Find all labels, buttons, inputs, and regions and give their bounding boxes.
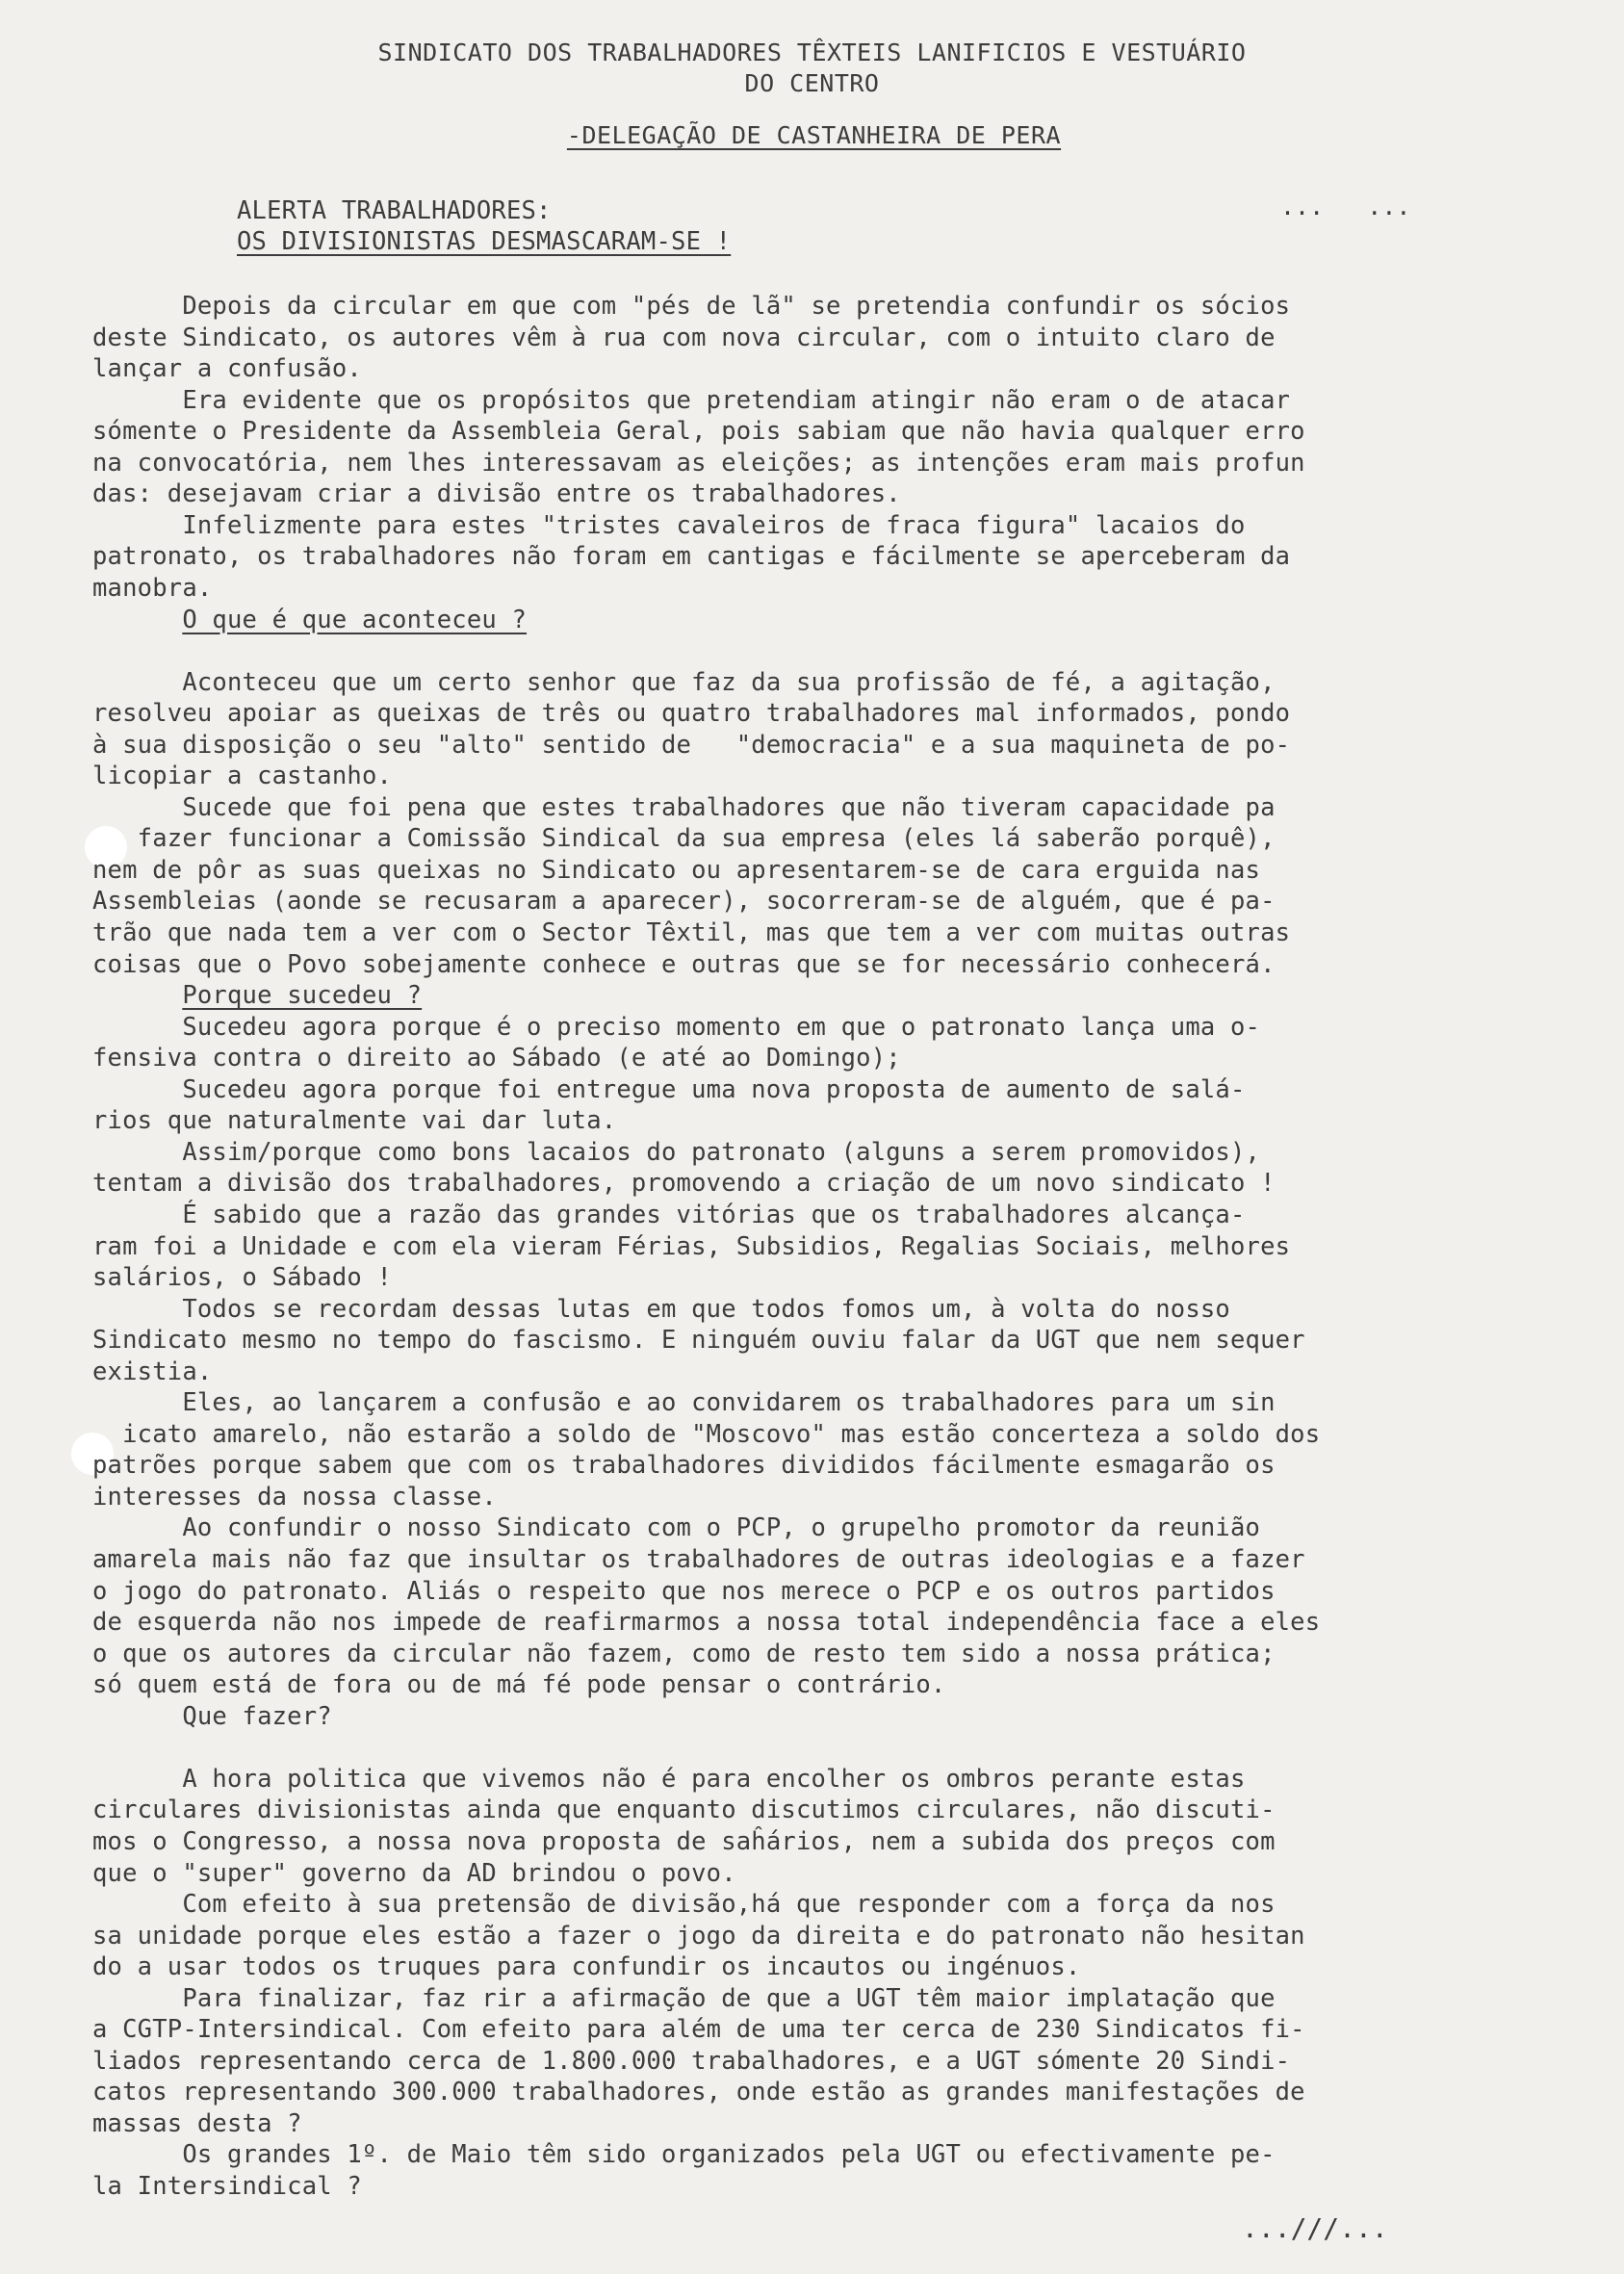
body-line: que o "super" governo da AD brindou o povo. (92, 1858, 736, 1888)
body-line: tentam a divisão dos trabalhadores, promovendo a criação de um novo sindicato ! (92, 1169, 1276, 1199)
body-line: A hora politica que vivemos não é para encolher os ombros perante estas (92, 1764, 1246, 1794)
body-line: Com efeito à sua pretensão de divisão,há que responder com a força da nos (92, 1890, 1276, 1919)
body-line: a CGTP-Intersindical. Com efeito para além de uma ter cerca de 230 Sindicatos fi- (92, 2015, 1305, 2045)
body-line: Assembleias (aonde se recusaram a aparecer), socorreram-se de alguém, que é pa- (92, 887, 1276, 917)
line-indent (92, 981, 182, 1010)
body-line: lançar a confusão. (92, 354, 362, 384)
body-line: Que fazer? (92, 1701, 332, 1731)
body-line: interesses da nossa classe. (92, 1482, 497, 1512)
body-line: la Intersindical ? (92, 2172, 362, 2201)
body-line: fensiva contra o direito ao Sábado (e até ao Domingo); (92, 1044, 901, 1073)
union-region: DO CENTRO (744, 69, 880, 97)
body-line: ram foi a Unidade e com ela vieram Férias, Subsidios, Regalias Sociais, melhores (92, 1231, 1291, 1261)
body-line: existia. (92, 1357, 213, 1386)
line-indent (92, 606, 182, 634)
body-line: liados representando cerca de 1.800.000 trabalhadores, e a UGT sómente 20 Sindi- (92, 2046, 1291, 2076)
section-heading: O que é que aconteceu ? (182, 605, 528, 634)
body-line: fazer funcionar a Comissão Sindical da sua empresa (eles lá saberão porquê), (92, 824, 1276, 854)
body-line: Depois da circular em que com "pés de lã" se pretendia confundir os sócios (92, 292, 1291, 321)
body-line: só quem está de fora ou de má fé pode pensar o contrário. (92, 1670, 946, 1700)
corner-dots: ... ... (1280, 193, 1411, 220)
body-line: salários, o Sábado ! (92, 1263, 393, 1292)
body-line: patronato, os trabalhadores não foram em cantigas e fácilmente se aperceberam da (92, 542, 1291, 572)
body-line: massas desta ? (92, 2108, 302, 2138)
body-line: das: desejavam criar a divisão entre os trabalhadores. (92, 479, 901, 509)
delegation-title: -DELEGAÇÃO DE CASTANHEIRA DE PERA (566, 121, 1062, 149)
body-line: Sucedeu agora porque foi entregue uma nova proposta de aumento de salá- (92, 1074, 1246, 1104)
body-line (92, 606, 527, 634)
body-line: Aconteceu que um certo senhor que faz da sua profissão de fé, a agitação, (92, 667, 1276, 697)
section-heading: Porque sucedeu ? (182, 981, 423, 1011)
body-line: catos representando 300.000 trabalhadores, onde estão as grandes manifestações de (92, 2078, 1305, 2107)
body-line: Sucede que foi pena que estes trabalhadores que não tiveram capacidade pa (92, 792, 1276, 822)
body-line: rios que naturalmente vai dar luta. (92, 1106, 617, 1136)
body-line: coisas que o Povo sobejamente conhece e outras que se for necessário conhecerá. (92, 949, 1276, 979)
body-line: deste Sindicato, os autores vêm à rua com nova circular, com o intuito claro de (92, 323, 1276, 352)
body-line: Infelizmente para estes "tristes cavaleiros de fraca figura" lacaios do (92, 510, 1246, 540)
body-line: Sindicato mesmo no tempo do fascismo. E ninguém ouviu falar da UGT que nem sequer (92, 1326, 1305, 1356)
body-line: o jogo do patronato. Aliás o respeito que nos merece o PCP e os outros partidos (92, 1576, 1276, 1606)
body-line: Assim/porque como bons lacaios do patronato (alguns a serem promovidos), (92, 1137, 1261, 1167)
body-line: Todos se recordam dessas lutas em que todos fomos um, à volta do nosso (92, 1294, 1230, 1324)
body-line: o que os autores da circular não fazem, como de resto tem sido a nossa prática; (92, 1639, 1276, 1668)
body-line: Para finalizar, faz rir a afirmação de que a UGT têm maior implatação que (92, 1983, 1276, 2013)
body-line: Os grandes 1º. de Maio têm sido organizados pela UGT ou efectivamente pe- (92, 2140, 1276, 2170)
body-line: circulares divisionistas ainda que enquanto discutimos circulares, não discuti- (92, 1796, 1276, 1825)
body-line: amarela mais não faz que insultar os trabalhadores de outras ideologias e a fazer (92, 1545, 1305, 1574)
continuation-mark: ...///... (1242, 2212, 1388, 2244)
body-line: licopiar a castanho. (92, 762, 393, 791)
alert-heading: ALERTA TRABALHADORES: (237, 196, 552, 225)
body-line: trão que nada tem a ver com o Sector Têxtil, mas que tem a ver com muitas outras (92, 918, 1291, 947)
body-line: mos o Congresso, a nossa nova proposta de saĥários, nem a subida dos preços com (92, 1826, 1276, 1856)
body-line: Ao confundir o nosso Sindicato com o PCP, o grupelho promotor da reunião (92, 1513, 1261, 1543)
body-line: do a usar todos os truques para confundir os incautos ou ingénuos. (92, 1952, 1081, 1982)
body-line: Eles, ao lançarem a confusão e ao convidarem os trabalhadores para um sin (92, 1388, 1276, 1418)
body-line: resolveu apoiar as queixas de três ou quatro trabalhadores mal informados, pondo (92, 699, 1291, 729)
union-name: SINDICATO DOS TRABALHADORES TÊXTEIS LANIFICIOS E VESTUÁRIO (377, 39, 1247, 66)
alert-subheading: OS DIVISIONISTAS DESMASCARAM-SE ! (237, 227, 732, 256)
body-line: icato amarelo, não estarão a soldo de "Moscovo" mas estão concerteza a soldo dos (92, 1419, 1321, 1449)
body-line: Era evidente que os propósitos que pretendiam atingir não eram o de atacar (92, 385, 1291, 415)
body-line: à sua disposição o seu "alto" sentido de "democracia" e a sua maquineta de po- (92, 730, 1291, 760)
body-line: sa unidade porque eles estão a fazer o jogo da direita e do patronato não hesitan (92, 1921, 1305, 1951)
body-line: patrões porque sabem que com os trabalhadores divididos fácilmente esmagarão os (92, 1451, 1276, 1481)
body-line: sómente o Presidente da Assembleia Geral, pois sabiam que não havia qualquer erro (92, 417, 1305, 447)
body-line: nem de pôr as suas queixas no Sindicato ou apresentarem-se de cara erguida nas (92, 855, 1261, 885)
body-line: Sucedeu agora porque é o preciso momento em que o patronato lança uma o- (92, 1012, 1261, 1042)
body-line: de esquerda não nos impede de reafirmarmos a nossa total independência face a eles (92, 1608, 1321, 1638)
body-line: É sabido que a razão das grandes vitórias que os trabalhadores alcança- (92, 1200, 1246, 1229)
body-line: na convocatória, nem lhes interessavam as eleições; as intenções eram mais profun (92, 448, 1305, 478)
body-line (92, 981, 422, 1010)
body-line: manobra. (92, 574, 213, 603)
